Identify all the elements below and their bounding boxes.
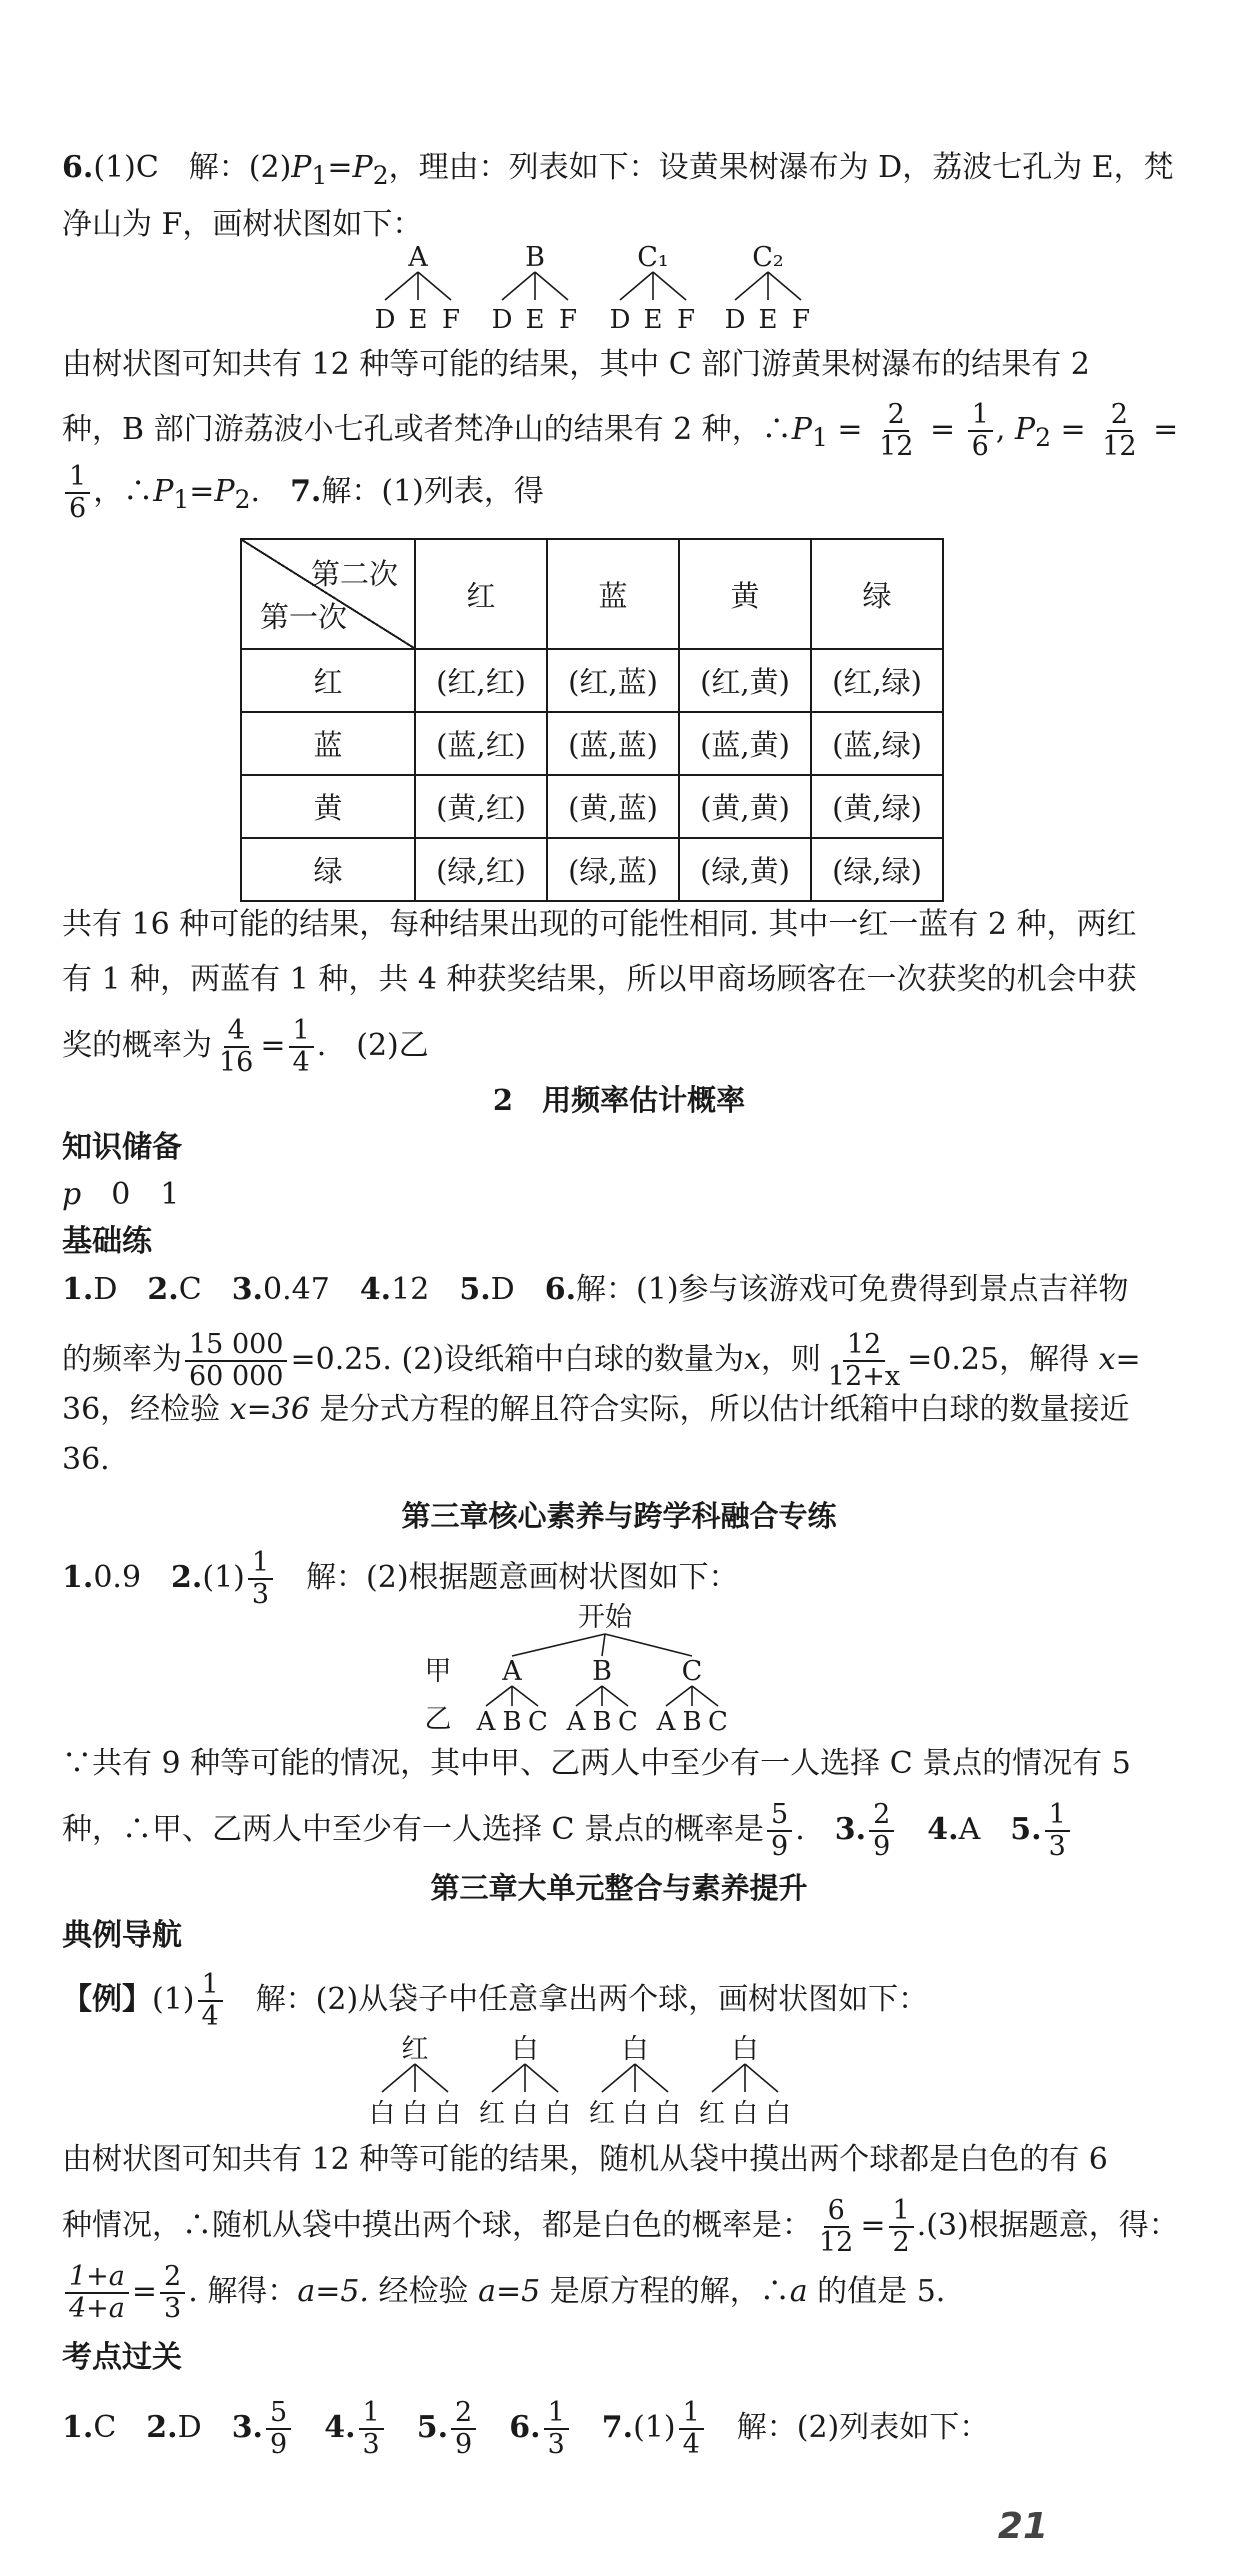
q6-line-3: 由树状图可知共有 12 种等可能的结果，其中 C 部门游黄果树瀑布的结果有 2 [62,347,1090,382]
core-line-3: 种，∴甲、乙两人中至少有一人选择 C 景点的概率是 $\frac{5}{9}$ . 3. $\frac{2}{9}$ 4.A 5. $\frac{1}{3}$ [62,1800,1073,1862]
table-col-header: 蓝 [547,539,679,649]
table-row-label: 黄 [241,775,415,838]
q6-line-2: 净山为 F，画树状图如下： [62,207,423,242]
table-cell: (绿,绿) [811,838,943,901]
page-number: 21 [997,2506,1048,2547]
svg-text:F: F [676,305,696,335]
core-line-1: 1.0.9 2.(1) $\frac{1}{3}$ 解：(2)根据题意画树状图如下： [62,1547,739,1610]
svg-text:D: D [491,305,513,335]
table-cell: (黄,绿) [811,775,943,838]
table-cell: (绿,蓝) [547,838,679,901]
table-cell: (绿,黄) [679,838,811,901]
table-row [241,712,943,775]
basic-heading: 基础练 [62,1224,152,1259]
svg-text:白: 白 [434,2099,462,2129]
tree-node: 白 [621,2034,649,2065]
example-tree-diagram [360,2030,800,2130]
svg-text:F: F [791,305,811,335]
svg-text:白: 白 [544,2099,572,2129]
core-tree-diagram [420,1598,760,1738]
svg-text:白: 白 [401,2099,429,2129]
svg-text:白: 白 [654,2099,682,2129]
tree-label: 甲 [424,1656,452,1687]
svg-text:E: E [758,305,778,335]
table-row [241,775,943,838]
q6-line-1: 6.(1)C 解：$(2)P_1=P_2$，理由：列表如下：设黄果树瀑布为 D，荔波七孔为 E，梵 [62,150,1174,190]
table-cell: (黄,红) [415,775,547,838]
table-cell: (绿,红) [415,838,547,901]
svg-text:F: F [441,305,461,335]
svg-text:A: A [656,1707,676,1737]
svg-text:C: C [618,1707,638,1737]
basic-answers-line-3: 36，经检验 x=36 是分式方程的解且符合实际，所以估计纸箱中白球的数量接近 [62,1392,1130,1427]
svg-text:A: A [566,1707,586,1737]
q7-line-1: 共有 16 种可能的结果，每种结果出现的可能性相同. 其中一红一蓝有 2 种，两红 [62,907,1137,942]
example-line-3: 种情况，∴随机从袋中摸出两个球，都是白色的概率是： $\frac{6}{12}$ = $\frac{1}{2}$ .(3)根据题意，得： [62,2195,1179,2258]
basic-answers-line-4: 36. [62,1442,110,1477]
tree-node: 红 [401,2034,429,2065]
tree-node: C₁ [637,242,669,273]
table-row-label: 蓝 [241,712,415,775]
example-line-1: 【例】(1) $\frac{1}{4}$ 解：(2)从袋子中任意拿出两个球，画树状图如下： [62,1969,929,2032]
table-corner-header: 第二次 第一次 [241,539,415,649]
table-row [241,649,943,712]
q7-table [240,538,944,902]
svg-text:E: E [525,305,545,335]
svg-text:D: D [609,305,631,335]
tree-node: C₂ [752,242,784,273]
svg-text:D: D [724,305,746,335]
table-cell: (蓝,红) [415,712,547,775]
svg-text:A: A [476,1707,496,1737]
table-row-label: 红 [241,649,415,712]
tree-node: A [502,1656,522,1687]
svg-text:白: 白 [368,2099,396,2129]
guide-heading: 典例导航 [62,1918,182,1953]
table-cell: (红,绿) [811,649,943,712]
tree-node: B [592,1656,612,1687]
svg-text:B: B [592,1707,612,1737]
pass-heading: 考点过关 [62,2340,182,2375]
q7-line-2: 有 1 种，两蓝有 1 种，共 4 种获奖结果，所以甲商场顾客在一次获奖的机会中获 [62,962,1137,997]
svg-text:白: 白 [731,2099,759,2129]
svg-text:C: C [528,1707,548,1737]
tree-node: C [681,1656,703,1687]
basic-answers-line-1: 1.D 2.C 3.0.47 4.12 5.D 6.解：(1)参与该游戏可免费得到景点吉祥物 [62,1272,1129,1307]
table-cell: (蓝,蓝) [547,712,679,775]
svg-text:C: C [708,1707,728,1737]
table-col-header: 绿 [811,539,943,649]
q6-line-4: 种，B 部门游荔波小七孔或者梵净山的结果有 2 种，$\therefore P_1$ = $\frac{2}{12}$ = $\frac{1}{6}$ , $P_2$ = $\frac{2}{12}$ = [62,399,1179,462]
pass-answers: 1.C 2.D 3. $\frac{5}{9}$ 4. $\frac{1}{3}$ 5. $\frac{2}{9}$ 6. $\frac{1}{3}$ 7.(1) $\frac{1}{4}$ 解：(2)列表如下： [62,2397,990,2460]
svg-text:E: E [643,305,663,335]
tree-node: 白 [731,2034,759,2065]
example-line-4: $\frac{1+a}{4+a}$ = $\frac{2}{3}$ . 解得：a=5. 经检验 a=5 是原方程的解，∴a 的值是 5. [62,2262,945,2324]
table-cell: (红,黄) [679,649,811,712]
q6-tree-diagram [360,238,820,338]
example-line-2: 由树状图可知共有 12 种等可能的结果，随机从袋中摸出两个球都是白色的有 6 [62,2142,1108,2177]
tree-node: A [408,242,428,273]
table-cell: (黄,蓝) [547,775,679,838]
svg-text:红: 红 [588,2099,616,2129]
section-title-summary: 第三章大单元整合与素养提升 [430,1871,808,1905]
svg-text:F: F [558,305,578,335]
table-cell: (黄,黄) [679,775,811,838]
svg-text:E: E [408,305,428,335]
svg-text:B: B [502,1707,522,1737]
svg-text:红: 红 [698,2099,726,2129]
svg-text:D: D [374,305,396,335]
svg-text:白: 白 [621,2099,649,2129]
svg-text:B: B [682,1707,702,1737]
table-row-label: 绿 [241,838,415,901]
basic-answers-line-2: 的频率为 $\frac{15 000}{60 000}$ =0.25. (2)设纸箱中白球的数量为x，则 $\frac{12}{12+x}$ =0.25，解得 x= [62,1329,1141,1392]
tree-node: 开始 [578,1602,632,1633]
q7-line-3: 奖的概率为 $\frac{4}{16}$ = $\frac{1}{4}$ . (2)乙 [62,1015,429,1078]
tree-node: 白 [511,2034,539,2065]
table-cell: (红,红) [415,649,547,712]
knowledge-heading: 知识储备 [62,1130,182,1165]
knowledge-answer: p 0 1 [62,1177,180,1212]
q6-line-5: $\frac{1}{6}$ ，$\therefore P_1=P_2$. 7.解：(1)列表，得 [62,462,544,524]
svg-text:白: 白 [511,2099,539,2129]
table-row [241,838,943,901]
table-col-header: 黄 [679,539,811,649]
section-title-core: 第三章核心素养与跨学科融合专练 [401,1499,837,1533]
table-cell: (红,蓝) [547,649,679,712]
section-title-frequency: 2 用频率估计概率 [492,1083,746,1117]
core-line-2: ∵共有 9 种等可能的情况，其中甲、乙两人中至少有一人选择 C 景点的情况有 5 [62,1746,1131,1781]
table-cell: (蓝,绿) [811,712,943,775]
table-cell: (蓝,黄) [679,712,811,775]
svg-text:白: 白 [764,2099,792,2129]
tree-label: 乙 [424,1704,452,1735]
tree-node: B [525,242,545,273]
svg-text:红: 红 [478,2099,506,2129]
table-col-header: 红 [415,539,547,649]
